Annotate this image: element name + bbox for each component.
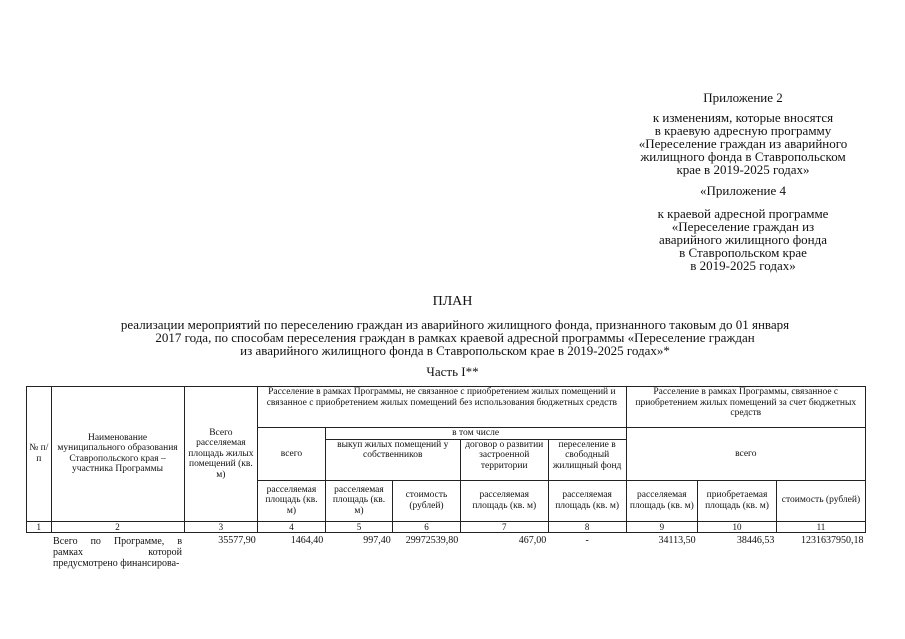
header-group-b: Расселение в рамках Программы, связанное с приобретением жилых помещений за счет бюджетных средств	[626, 387, 865, 428]
appendix-2-line: к изменениям, которые вносятся	[652, 110, 834, 125]
appendix-2-title: Приложение 2	[703, 90, 783, 105]
appendix-4-line: в Ставропольском крае	[679, 245, 807, 260]
unit-area-resettled: расселяемая площадь (кв. м)	[460, 480, 548, 521]
header-dev-agreement: договор о развитии застроенной территории	[460, 439, 548, 480]
plan-table	[26, 386, 866, 569]
plan-subtitle-line: 2017 года, по способам переселения граждан в рамках краевой адресной программы «Переселение граждан	[155, 330, 755, 345]
header-municipality: Наименование муниципального образования Ставропольского края – участника Программы	[51, 387, 184, 522]
column-number: 3	[184, 521, 258, 533]
row-b-acquired: 38446,53	[736, 535, 775, 546]
appendix-2-line: «Переселение граждан из аварийного	[638, 136, 848, 151]
table-row	[27, 533, 866, 570]
column-number: 7	[460, 521, 548, 533]
column-number: 4	[258, 521, 326, 533]
header-b-total: всего	[626, 428, 865, 481]
column-number: 11	[776, 521, 865, 533]
column-number: 6	[393, 521, 461, 533]
header-group-a: Расселение в рамках Программы, не связанное с приобретением жилых помещений и связанное с приобретением жилых помещений без использования бюджетных средств	[258, 387, 626, 428]
row-b-cost: 1231637950,18	[801, 535, 864, 546]
appendix-4-line: в 2019-2025 годах»	[690, 258, 796, 273]
column-number: 10	[698, 521, 777, 533]
column-number: 1	[27, 521, 52, 533]
header-buyout: выкуп жилых помещений у собственников	[325, 439, 460, 480]
plan-subtitle-line: из аварийного жилищного фонда в Ставропольском крае в 2019-2025 годах»*	[240, 343, 670, 358]
header-num: № п/п	[27, 387, 52, 522]
appendix-4-title: «Приложение 4	[699, 183, 787, 198]
plan-title: ПЛАН	[432, 294, 473, 309]
unit-area-resettled: расселяемая площадь (кв. м)	[626, 480, 698, 521]
plan-subtitle-line: реализации мероприятий по переселению граждан из аварийного жилищного фонда, признанного таковым до 01 января	[120, 317, 790, 332]
appendix-4-line: «Переселение граждан из	[671, 219, 815, 234]
appendix-2-line: крае в 2019-2025 годах»	[676, 162, 810, 177]
unit-cost: стоимость (рублей)	[776, 480, 865, 521]
row-dev-area: 467,00	[518, 535, 547, 546]
appendix-4-line: аварийного жилищного фонда	[658, 232, 827, 247]
row-buyout-area: 997,40	[363, 535, 391, 546]
column-number: 5	[325, 521, 393, 533]
unit-area-resettled: расселяемая площадь (кв. м)	[548, 480, 626, 521]
part-label: Часть I**	[426, 364, 479, 379]
column-number: 8	[548, 521, 626, 533]
header-free-fund: переселение в свободный жилищный фонд	[548, 439, 626, 480]
plan-subtitle	[40, 318, 870, 357]
header-a-total: всего	[258, 428, 326, 481]
column-number: 2	[51, 521, 184, 533]
row-name: Всего по Программе, в рамках которой предусмотрено финансирова-	[53, 536, 183, 569]
row-num	[27, 533, 52, 570]
appendix-2-line: в краевую адресную программу	[654, 123, 832, 138]
row-b-area: 34113,50	[658, 535, 696, 546]
header-total-area: Всего расселяемая площадь жилых помещений (кв. м)	[184, 387, 258, 522]
unit-area-acquired: приобретаемая площадь (кв. м)	[698, 480, 777, 521]
appendix-4-description	[612, 207, 874, 272]
unit-area-resettled: расселяемая площадь (кв. м)	[325, 480, 393, 521]
appendix-2-line: жилищного фонда в Ставропольском	[640, 149, 846, 164]
unit-area-resettled: расселяемая площадь (кв. м)	[258, 480, 326, 521]
appendix-4-line: к краевой адресной программе	[657, 206, 829, 221]
column-number: 9	[626, 521, 698, 533]
row-buyout-cost: 29972539,80	[405, 535, 459, 546]
row-a-total: 1464,40	[290, 535, 324, 546]
appendix-2-description	[612, 111, 874, 176]
unit-cost: стоимость (рублей)	[393, 480, 461, 521]
header-including: в том числе	[325, 428, 626, 440]
row-total-area: 35577,90	[218, 535, 256, 546]
row-free-fund-area: -	[585, 535, 589, 546]
